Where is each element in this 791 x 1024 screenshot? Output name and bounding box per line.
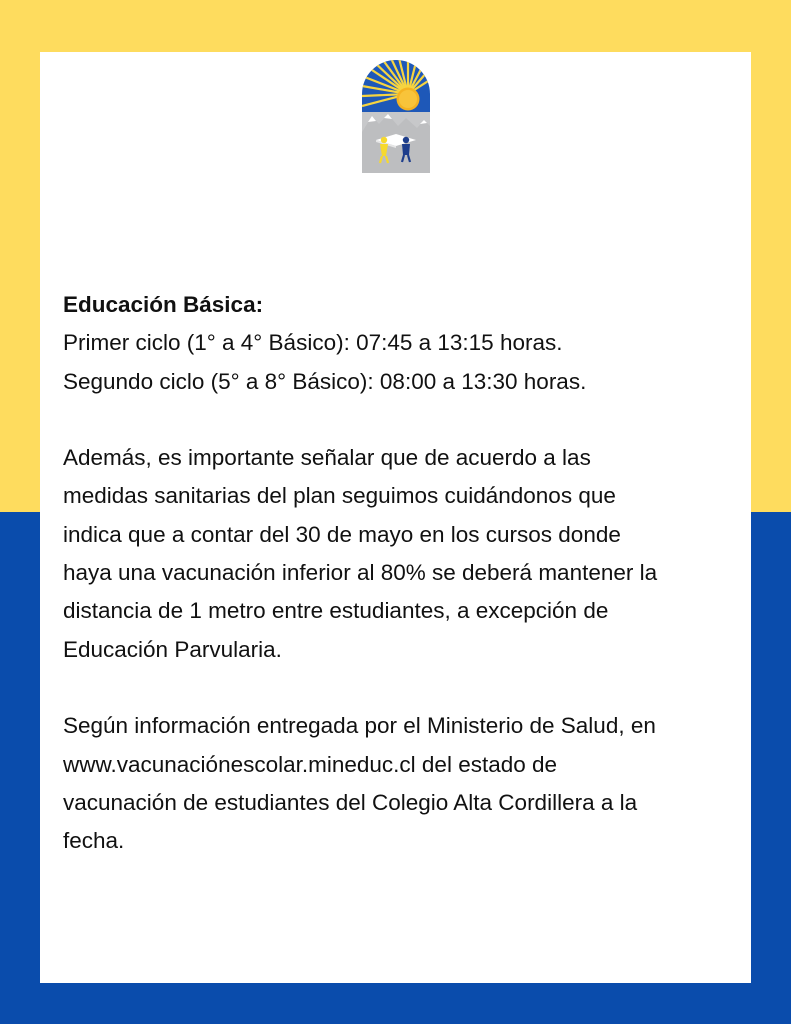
paragraph-2-line: fecha. [63, 828, 125, 854]
content-card [40, 52, 751, 983]
paragraph-spacer [63, 401, 748, 439]
schedule-line-first-cycle: Primer ciclo (1° a 4° Básico): 07:45 a 13:15 horas. [63, 330, 563, 356]
paragraph-1-line: Educación Parvularia. [63, 636, 282, 662]
paragraph-1-line: haya una vacunación inferior al 80% se deberá mantener la [63, 560, 658, 586]
section-heading: Educación Básica: [63, 292, 264, 317]
paragraph-1-line: medidas sanitarias del plan seguimos cuidándonos que [63, 483, 616, 509]
schedule-line-second-cycle: Segundo ciclo (5° a 8° Básico): 08:00 a 13:30 horas. [63, 368, 587, 394]
paragraph-2-line: vacunación de estudiantes del Colegio Alta Cordillera a la [63, 789, 638, 815]
paragraph-1-line: distancia de 1 metro entre estudiantes, a excepción de [63, 598, 609, 624]
school-crest-sun-mountains-icon [362, 60, 430, 173]
paragraph-2-line: Según información entregada por el Ministerio de Salud, en [63, 713, 656, 739]
paragraph-2-line: www.vacunaciónescolar.mineduc.cl del estado de [63, 751, 558, 777]
main-text [63, 286, 748, 860]
paragraph-1-line: Además, es importante señalar que de acuerdo a las [63, 445, 591, 471]
paragraph-spacer [63, 669, 748, 707]
paragraph-1-line: indica que a contar del 30 de mayo en los cursos donde [63, 521, 621, 547]
